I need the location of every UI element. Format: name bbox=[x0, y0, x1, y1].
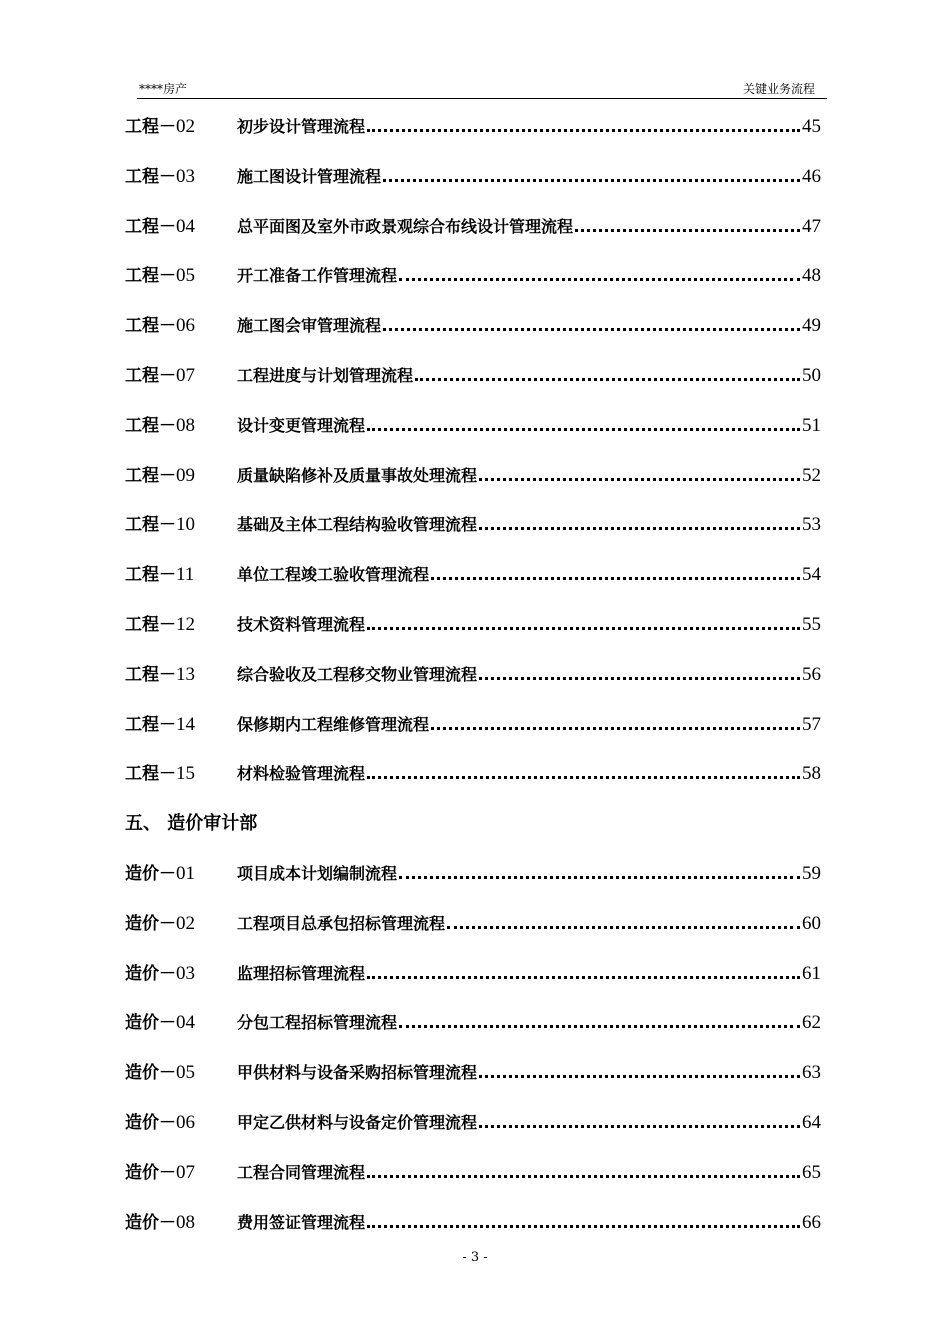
dot-leader bbox=[367, 775, 800, 779]
toc-entry-title: 甲供材料与设备采购招标管理流程 bbox=[237, 1063, 478, 1083]
toc-entry-code-prefix: 造价－ bbox=[125, 1212, 176, 1233]
toc-entry-title: 技术资料管理流程 bbox=[237, 614, 366, 634]
toc-entry-title: 监理招标管理流程 bbox=[237, 963, 366, 983]
toc-entry[interactable] bbox=[125, 162, 821, 212]
toc-entry-code bbox=[125, 759, 237, 785]
toc-entry-title: 保修期内工程维修管理流程 bbox=[237, 714, 430, 734]
toc-entry-page: 64 bbox=[802, 1111, 821, 1133]
toc-entry[interactable] bbox=[125, 112, 821, 162]
toc-entry-code-prefix: 造价－ bbox=[125, 1112, 176, 1133]
toc-entry-title: 施工图设计管理流程 bbox=[237, 166, 382, 186]
toc-entry-page: 60 bbox=[802, 912, 821, 934]
toc-entry-title: 初步设计管理流程 bbox=[237, 117, 366, 136]
toc-entry-title: 材料检验管理流程 bbox=[237, 764, 366, 784]
toc-entry-page: 63 bbox=[802, 1062, 821, 1084]
dot-leader bbox=[383, 178, 800, 182]
toc-entry-code-prefix: 工程－ bbox=[125, 465, 176, 486]
toc-entry-code-number: 14 bbox=[176, 713, 195, 735]
toc-entry-code-number: 09 bbox=[176, 464, 195, 486]
toc-entry-code bbox=[125, 162, 237, 188]
toc-entry-code bbox=[125, 361, 237, 387]
toc-entry-code-number: 07 bbox=[176, 364, 195, 386]
toc-entry-title: 质量缺陷修补及质量事故处理流程 bbox=[237, 465, 478, 485]
toc-entry-code-number: 04 bbox=[176, 215, 195, 237]
toc-entry-title: 单位工程竣工验收管理流程 bbox=[237, 565, 430, 585]
toc-entry-title: 费用签证管理流程 bbox=[237, 1212, 366, 1232]
toc-entry-code bbox=[125, 660, 237, 686]
toc-entry[interactable] bbox=[125, 660, 821, 710]
dot-leader bbox=[367, 427, 800, 431]
toc-entry-page: 50 bbox=[802, 364, 821, 386]
header-doc-title: 关键业务流程 bbox=[742, 82, 815, 96]
toc-entry-page: 59 bbox=[802, 862, 821, 884]
toc-entry-code bbox=[125, 510, 237, 536]
toc-entry-page: 45 bbox=[802, 116, 821, 137]
toc-entry-page: 65 bbox=[802, 1161, 821, 1183]
toc-entry-code-prefix: 工程－ bbox=[125, 614, 176, 635]
toc-entry-code bbox=[125, 112, 237, 138]
toc-entry-title: 工程进度与计划管理流程 bbox=[237, 365, 414, 385]
toc-entry-code-number: 15 bbox=[176, 763, 195, 785]
toc-entry-code bbox=[125, 1058, 237, 1084]
toc-entry-code-number: 05 bbox=[176, 265, 195, 287]
toc-entry-page: 56 bbox=[802, 663, 821, 685]
toc-entry-page: 47 bbox=[802, 215, 821, 237]
toc-entry-code-prefix: 工程－ bbox=[125, 216, 176, 237]
dot-leader bbox=[383, 327, 800, 331]
toc-entry-code-prefix: 造价－ bbox=[125, 1162, 176, 1183]
toc-entry[interactable] bbox=[125, 1158, 821, 1208]
dot-leader bbox=[399, 277, 800, 281]
toc-entry-page: 48 bbox=[802, 265, 821, 287]
toc-entry-code-number: 07 bbox=[176, 1161, 195, 1183]
toc-entry[interactable] bbox=[125, 361, 821, 411]
toc-entry-code bbox=[125, 909, 237, 935]
toc-entry-page: 58 bbox=[802, 763, 821, 785]
toc-entry[interactable] bbox=[125, 1008, 821, 1058]
toc-entry[interactable] bbox=[125, 261, 821, 311]
toc-entry[interactable] bbox=[125, 212, 821, 262]
toc-entry[interactable] bbox=[125, 959, 821, 1009]
toc-entry-code bbox=[125, 261, 237, 287]
toc-entry-code bbox=[125, 212, 237, 238]
toc-entry-page: 49 bbox=[802, 315, 821, 337]
toc-entry[interactable] bbox=[125, 560, 821, 610]
dot-leader bbox=[431, 726, 800, 730]
toc-entry-code bbox=[125, 461, 237, 487]
toc-entry-code-prefix: 工程－ bbox=[125, 316, 176, 337]
dot-leader bbox=[367, 626, 800, 630]
toc-entry-title: 基础及主体工程结构验收管理流程 bbox=[237, 515, 478, 535]
section-title: 五、 造价审计部 bbox=[125, 813, 258, 835]
toc-entry-code-number: 06 bbox=[176, 1111, 195, 1133]
dot-leader bbox=[367, 1174, 800, 1178]
toc-entry-code bbox=[125, 959, 237, 985]
toc-entry-code-prefix: 造价－ bbox=[125, 863, 176, 884]
toc-entry-code bbox=[125, 311, 237, 337]
cost-entries bbox=[125, 859, 821, 1257]
dot-leader bbox=[479, 477, 800, 481]
toc-entry-title: 设计变更管理流程 bbox=[237, 415, 366, 435]
dot-leader bbox=[575, 228, 800, 232]
toc-entry-page: 55 bbox=[802, 613, 821, 635]
dot-leader bbox=[479, 1074, 800, 1078]
toc-entry-code-number: 10 bbox=[176, 514, 195, 536]
toc-entry-code-number: 06 bbox=[176, 315, 195, 337]
toc-entry-code-number: 03 bbox=[176, 165, 195, 187]
toc-entry-page: 61 bbox=[802, 962, 821, 984]
toc-entry-page: 54 bbox=[802, 564, 821, 586]
toc-entry-code-prefix: 工程－ bbox=[125, 166, 176, 187]
toc-entry-code-prefix: 工程－ bbox=[125, 764, 176, 785]
toc-entry-code-prefix: 工程－ bbox=[125, 415, 176, 436]
toc-entry-code bbox=[125, 1008, 237, 1034]
toc-entry-title: 工程合同管理流程 bbox=[237, 1162, 366, 1182]
toc-entry-code-prefix: 工程－ bbox=[125, 565, 176, 586]
toc-entry-code bbox=[125, 1108, 237, 1134]
toc-entry-title: 工程项目总承包招标管理流程 bbox=[237, 913, 446, 933]
dot-leader bbox=[479, 526, 800, 530]
toc-entry[interactable] bbox=[125, 909, 821, 959]
dot-leader bbox=[399, 875, 800, 879]
toc-entry-code bbox=[125, 560, 237, 586]
toc-entry-code-number: 01 bbox=[176, 862, 195, 884]
toc-entry-code-number: 04 bbox=[176, 1012, 195, 1034]
toc-entry-code-prefix: 工程－ bbox=[125, 365, 176, 386]
dot-leader bbox=[367, 128, 800, 132]
toc-entry-code-prefix: 工程－ bbox=[125, 117, 176, 137]
toc-entry[interactable] bbox=[125, 859, 821, 909]
toc-entry-code bbox=[125, 411, 237, 437]
toc-entry-code bbox=[125, 610, 237, 636]
toc-entry-page: 62 bbox=[802, 1012, 821, 1034]
toc-entry-code-prefix: 造价－ bbox=[125, 963, 176, 984]
toc-entry-page: 51 bbox=[802, 414, 821, 436]
toc-entry-code bbox=[125, 1158, 237, 1184]
engineering-entries bbox=[125, 112, 821, 809]
dot-leader bbox=[479, 676, 800, 680]
dot-leader bbox=[431, 576, 800, 580]
toc-entry-title: 项目成本计划编制流程 bbox=[237, 863, 398, 883]
toc-entry-code-number: 05 bbox=[176, 1062, 195, 1084]
toc-entry-code-number: 13 bbox=[176, 663, 195, 685]
toc-entry-code bbox=[125, 1208, 237, 1234]
toc-entry-code-prefix: 工程－ bbox=[125, 515, 176, 536]
toc-entry-page: 46 bbox=[802, 165, 821, 187]
dot-leader bbox=[479, 1124, 800, 1128]
toc-entry-code-prefix: 造价－ bbox=[125, 1013, 176, 1034]
toc-entry-title: 总平面图及室外市政景观综合布线设计管理流程 bbox=[237, 216, 574, 236]
toc-entry-code-number: 02 bbox=[176, 912, 195, 934]
toc-entry-code-number: 12 bbox=[176, 613, 195, 635]
toc-entry-code-number: 03 bbox=[176, 962, 195, 984]
toc-entry-code bbox=[125, 859, 237, 885]
toc-entry-title: 甲定乙供材料与设备定价管理流程 bbox=[237, 1112, 478, 1132]
dot-leader bbox=[367, 1224, 800, 1228]
toc-entry-page: 52 bbox=[802, 464, 821, 486]
page-footer bbox=[0, 1250, 950, 1265]
toc-entry[interactable] bbox=[125, 461, 821, 511]
table-of-contents bbox=[125, 112, 821, 1257]
toc-entry-title: 综合验收及工程移交物业管理流程 bbox=[237, 664, 478, 684]
toc-entry[interactable] bbox=[125, 1058, 821, 1108]
toc-entry-page: 53 bbox=[802, 514, 821, 536]
toc-entry-code-prefix: 造价－ bbox=[125, 1063, 176, 1084]
toc-entry-code bbox=[125, 710, 237, 736]
toc-entry-title: 分包工程招标管理流程 bbox=[237, 1013, 398, 1033]
toc-entry[interactable] bbox=[125, 710, 821, 760]
toc-entry[interactable] bbox=[125, 510, 821, 560]
dot-leader bbox=[415, 377, 800, 381]
toc-entry-code-prefix: 工程－ bbox=[125, 266, 176, 287]
toc-entry-code-number: 11 bbox=[176, 564, 195, 586]
toc-entry-title: 开工准备工作管理流程 bbox=[237, 266, 398, 286]
dot-leader bbox=[399, 1024, 800, 1028]
toc-entry-page: 57 bbox=[802, 713, 821, 735]
section-heading bbox=[125, 809, 821, 859]
header-company: ****房产 bbox=[139, 82, 188, 96]
toc-entry[interactable] bbox=[125, 1108, 821, 1158]
toc-entry-title: 施工图会审管理流程 bbox=[237, 316, 382, 336]
page-header bbox=[137, 78, 827, 99]
toc-entry-code-prefix: 工程－ bbox=[125, 664, 176, 685]
toc-entry-code-prefix: 工程－ bbox=[125, 714, 176, 735]
page-number: - 3 - bbox=[462, 1250, 488, 1265]
toc-entry-code-prefix: 造价－ bbox=[125, 913, 176, 934]
toc-entry-code-number: 08 bbox=[176, 1211, 195, 1233]
toc-entry-page: 66 bbox=[802, 1211, 821, 1233]
dot-leader bbox=[447, 925, 800, 929]
toc-entry-code-number: 02 bbox=[176, 116, 195, 137]
toc-entry[interactable] bbox=[125, 311, 821, 361]
dot-leader bbox=[367, 975, 800, 979]
toc-entry-code-number: 08 bbox=[176, 414, 195, 436]
toc-entry[interactable] bbox=[125, 759, 821, 809]
toc-entry[interactable] bbox=[125, 610, 821, 660]
toc-entry[interactable] bbox=[125, 411, 821, 461]
